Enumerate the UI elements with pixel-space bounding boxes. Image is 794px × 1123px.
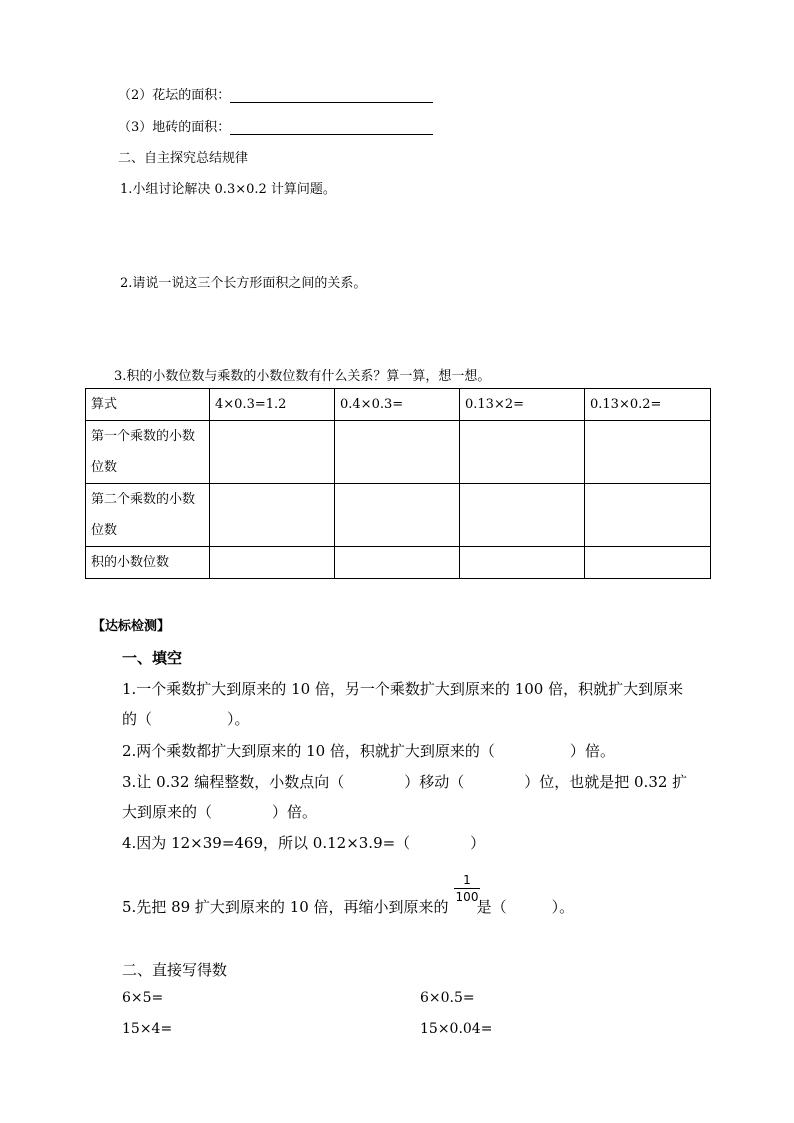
fill-question-1-line-1: 1.一个乘数扩大到原来的 10 倍，另一个乘数扩大到原来的 100 倍，积就扩大到原来 xyxy=(122,680,684,698)
table-cell[interactable] xyxy=(460,547,585,579)
table-cell: 0.13×2= xyxy=(460,389,585,421)
fraction-numerator: 1 xyxy=(463,873,471,887)
check-title: 【达标检测】 xyxy=(92,619,171,634)
table-cell: 第二个乘数的小数位数 xyxy=(86,484,210,547)
fill-question-1-line-2: 的（ ）。 xyxy=(122,710,250,728)
table-cell[interactable] xyxy=(585,484,711,547)
calc-item: 6×0.5= xyxy=(420,990,475,1006)
fill-question-4: 4.因为 12×39=469，所以 0.12×3.9=（ ） xyxy=(122,834,486,852)
table-row xyxy=(86,484,711,547)
table-cell[interactable] xyxy=(335,421,460,484)
fraction-denominator: 100 xyxy=(455,890,479,904)
item-3: 3.积的小数位数与乘数的小数位数有什么关系？算一算，想一想。 xyxy=(114,369,491,384)
flowerbed-area-label: （2）花坛的面积： xyxy=(118,88,231,103)
question-tile-area xyxy=(118,116,433,135)
table-cell: 0.4×0.3= xyxy=(335,389,460,421)
tile-area-label: （3）地砖的面积： xyxy=(118,120,231,135)
decimal-places-table xyxy=(85,388,711,579)
table-cell[interactable] xyxy=(460,421,585,484)
fill-question-3-line-1: 3.让 0.32 编程整数，小数点向（ ）移动（ ）位，也就是把 0.32 扩 xyxy=(122,773,688,791)
answer-line xyxy=(230,120,433,135)
fill-question-2: 2.两个乘数都扩大到原来的 10 倍，积就扩大到原来的（ ）倍。 xyxy=(122,742,615,760)
calc-item: 15×0.04= xyxy=(420,1021,493,1037)
table-cell[interactable] xyxy=(210,421,335,484)
table-cell[interactable] xyxy=(210,547,335,579)
table-cell: 算式 xyxy=(86,389,210,421)
direct-heading: 二、直接写得数 xyxy=(122,961,228,979)
fraction-bar xyxy=(454,888,480,889)
table-cell[interactable] xyxy=(335,484,460,547)
item-2: 2.请说一说这三个长方形面积之间的关系。 xyxy=(120,276,367,291)
calc-item: 15×4= xyxy=(122,1021,173,1037)
calc-item: 6×5= xyxy=(122,990,164,1006)
table-cell[interactable] xyxy=(460,484,585,547)
question-flowerbed-area xyxy=(118,84,433,103)
fill-question-5 xyxy=(122,896,574,917)
fill-question-3-line-2: 大到原来的（ ）倍。 xyxy=(122,803,318,821)
item-1: 1.小组讨论解决 0.3×0.2 计算问题。 xyxy=(120,182,336,197)
table-cell: 0.13×0.2= xyxy=(585,389,711,421)
table-row xyxy=(86,421,711,484)
table-cell[interactable] xyxy=(585,547,711,579)
table-cell[interactable] xyxy=(210,484,335,547)
question-5-tail: 是（ ）。 xyxy=(476,898,575,916)
fraction-one-hundredth xyxy=(453,873,481,904)
table-cell: 第一个乘数的小数位数 xyxy=(86,421,210,484)
fill-heading: 一、填空 xyxy=(122,649,183,667)
question-5-text: 5.先把 89 扩大到原来的 10 倍，再缩小到原来的 xyxy=(122,898,449,916)
section-heading: 二、自主探究总结规律 xyxy=(118,151,249,166)
table-cell[interactable] xyxy=(585,421,711,484)
answer-line xyxy=(230,88,433,103)
table-cell[interactable] xyxy=(335,547,460,579)
table-cell: 4×0.3=1.2 xyxy=(210,389,335,421)
table-row xyxy=(86,547,711,579)
table-cell: 积的小数位数 xyxy=(86,547,210,579)
table-row xyxy=(86,389,711,421)
